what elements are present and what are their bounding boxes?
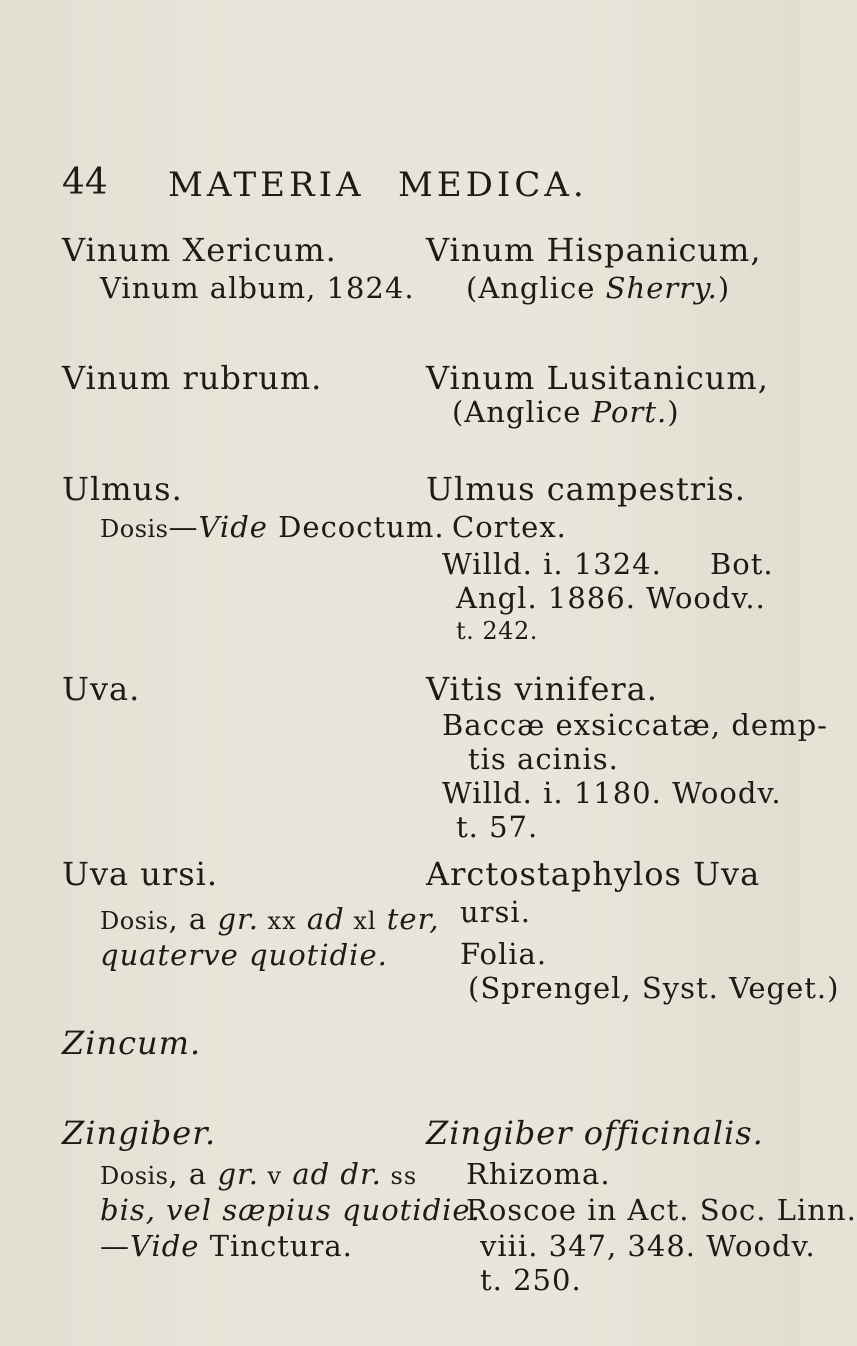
dosis-label: Dosis <box>100 907 169 935</box>
anglice: (Anglice <box>452 395 592 429</box>
dosis-xl: xl <box>344 907 377 935</box>
dosis-dr: dr. <box>330 1157 382 1191</box>
dosis-label: Dosis <box>100 515 169 543</box>
port-italic: Port. <box>591 395 668 429</box>
running-head-left: MATERIA <box>168 165 365 205</box>
vide-italic: Vide <box>130 1229 200 1263</box>
rhizoma-line: Rhizoma. <box>466 1157 611 1191</box>
entry-vitis-vinifera: Vitis vinifera. <box>426 670 658 708</box>
close-paren: ) <box>717 271 731 305</box>
entry-zingiber-officinalis: Zingiber officinalis. <box>426 1114 764 1152</box>
page-number: 44 <box>62 162 108 203</box>
dosis-ss: ss <box>381 1162 418 1190</box>
entry-zingiber: Zingiber. <box>62 1114 217 1152</box>
entry-ulmus: Ulmus. <box>62 470 183 508</box>
willd-1180-line: Willd. i. 1180. Woodv. <box>442 776 782 810</box>
sherry-line <box>466 271 731 305</box>
entry-vinum-album: Vinum album, 1824. <box>100 271 415 305</box>
entry-vinum-hispanicum: Vinum Hispanicum, <box>426 231 762 269</box>
entry-vinum-rubrum: Vinum rubrum. <box>62 359 323 397</box>
entry-uva: Uva. <box>62 670 141 708</box>
willd-1324-line: Willd. i. 1324. <box>442 547 662 581</box>
dosis-a: , a <box>168 902 208 936</box>
uva-ursi-dosis-line1 <box>100 902 440 936</box>
anglice: (Anglice <box>466 271 606 305</box>
entry-ulmus-campestris: Ulmus campestris. <box>426 470 746 508</box>
baccae-line2: tis acinis. <box>468 742 619 776</box>
dosis-gr: gr. <box>207 902 259 936</box>
sherry-italic: Sherry. <box>605 271 718 305</box>
zingiber-dosis-line2: bis, vel sæpius quotidie. <box>100 1193 481 1227</box>
baccae-line1: Baccæ exsiccatæ, demp- <box>442 708 828 742</box>
t-250-line: t. 250. <box>480 1263 582 1297</box>
uva-ursi-dosis-line2: quaterve quotidie. <box>100 938 388 972</box>
t-242-line: t. 242. <box>456 617 538 645</box>
entry-vinum-xericum: Vinum Xericum. <box>62 231 337 269</box>
sprengel-line: (Sprengel, Syst. Veget.) <box>468 971 840 1005</box>
dosis-label: Dosis <box>100 1162 169 1190</box>
dash: — <box>100 1229 130 1263</box>
dosis-xx: xx <box>258 907 297 935</box>
angl-1886-line: Angl. 1886. Woodv.. <box>456 581 766 615</box>
zingiber-dosis-line1 <box>100 1157 418 1191</box>
dash: — <box>168 510 199 544</box>
folia-line: Folia. <box>460 937 548 971</box>
entry-uva-ursi: Uva ursi. <box>62 855 219 893</box>
entry-vinum-lusitanicum: Vinum Lusitanicum, <box>426 359 769 397</box>
dosis-rest: Decoctum. <box>267 510 445 544</box>
dosis-gr: gr. <box>207 1157 259 1191</box>
dosis-v: v <box>258 1162 283 1190</box>
running-head-right: MEDICA. <box>398 165 588 205</box>
dosis-ad: ad <box>282 1157 331 1191</box>
dosis-ter: ter, <box>376 902 440 936</box>
zingiber-dosis-line3 <box>100 1229 353 1263</box>
entry-arctostaphylos: Arctostaphylos Uva <box>426 855 761 893</box>
close-paren: ) <box>667 395 680 429</box>
roscoe-line: Roscoe in Act. Soc. Linn. <box>466 1193 857 1227</box>
bot-line: Bot. <box>710 547 774 581</box>
ulmus-dosis-line <box>100 510 445 544</box>
vide-italic: Vide <box>198 510 268 544</box>
cortex-line: Cortex. <box>452 510 567 544</box>
dosis-rest: Tinctura. <box>199 1229 353 1263</box>
port-line <box>452 395 680 429</box>
dosis-ad: ad <box>296 902 345 936</box>
entry-zincum: Zincum. <box>62 1024 202 1062</box>
ursi-line: ursi. <box>460 895 531 929</box>
t-57-line: t. 57. <box>456 810 539 844</box>
dosis-a: , a <box>168 1157 208 1191</box>
viii-line: viii. 347, 348. Woodv. <box>480 1229 816 1263</box>
